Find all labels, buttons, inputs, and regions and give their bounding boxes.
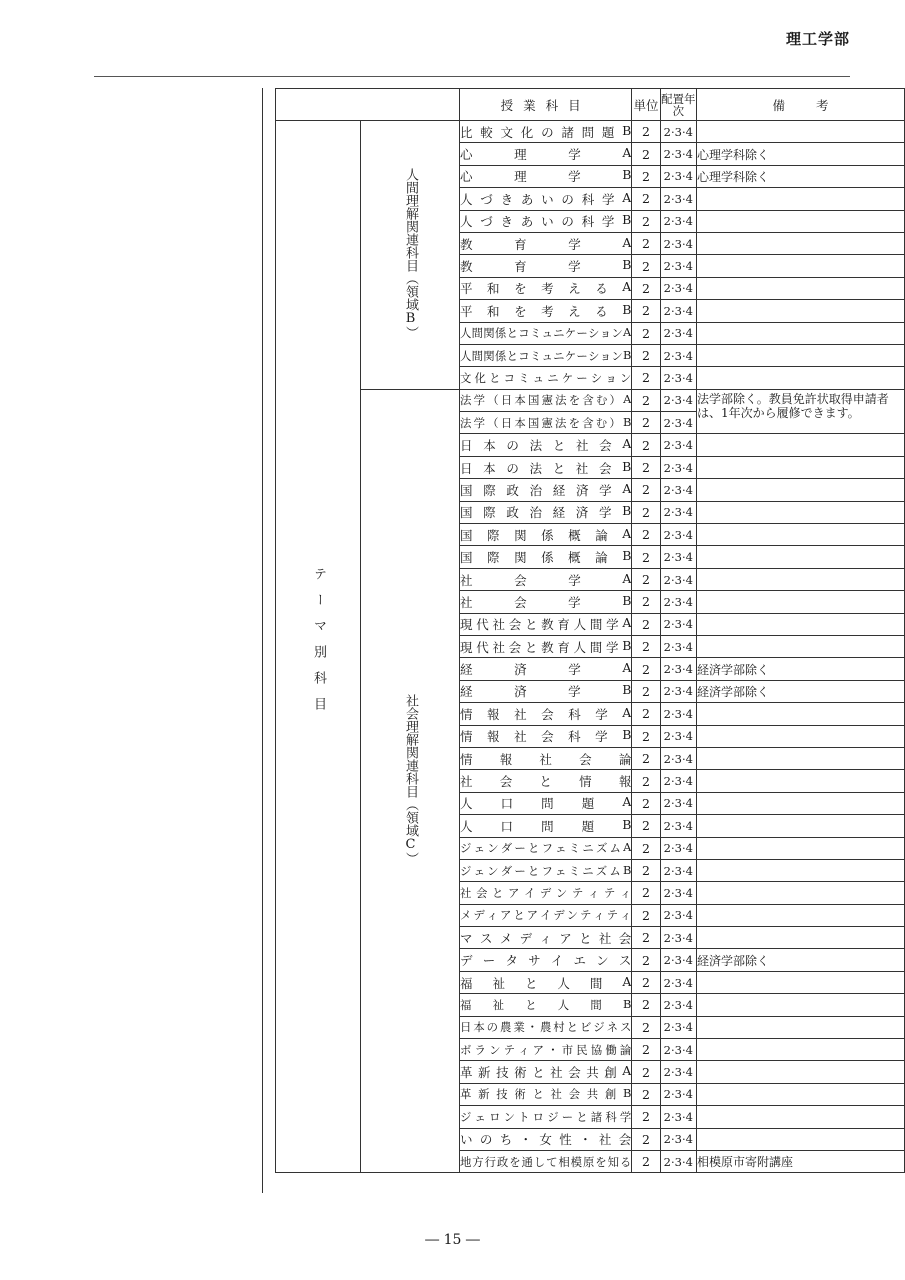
subject-cell bbox=[460, 188, 632, 210]
notes-cell bbox=[696, 232, 904, 254]
subject-name: 現 代 社 会 と 教 育 人 間 学 B bbox=[460, 637, 632, 655]
subject-name: ジ ェ ン ダ ー と フ ェ ミ ニ ズ ム A bbox=[460, 840, 632, 856]
faculty-header: 理工学部 bbox=[785, 30, 850, 48]
notes-cell bbox=[696, 904, 904, 926]
theme-category-label: テーマ別科目 bbox=[311, 567, 326, 724]
units-cell: 2 bbox=[632, 456, 660, 478]
subject-name: 情 報 社 会 科 学 A bbox=[460, 704, 632, 722]
year-cell: 2·3·4 bbox=[660, 121, 696, 143]
subject-cell bbox=[460, 859, 632, 881]
header-notes-b: 考 bbox=[815, 97, 829, 113]
year-cell: 2·3·4 bbox=[660, 479, 696, 501]
notes-cell bbox=[696, 747, 904, 769]
units-cell: 2 bbox=[632, 412, 660, 434]
subject-cell bbox=[460, 994, 632, 1016]
units-cell: 2 bbox=[632, 859, 660, 881]
subject-name: 社 会 と 情 報 bbox=[460, 774, 632, 790]
subject-cell bbox=[460, 747, 632, 769]
notes-cell bbox=[696, 456, 904, 478]
year-cell: 2·3·4 bbox=[660, 613, 696, 635]
notes-cell bbox=[696, 815, 904, 837]
notes-cell bbox=[696, 770, 904, 792]
subject-name: 社 会 と ア イ デ ン テ ィ テ ィ bbox=[460, 885, 632, 900]
units-cell: 2 bbox=[632, 277, 660, 299]
notes-cell: 法学部除く。教員免許状取得申請者は、1年次から履修できます。 bbox=[696, 389, 904, 434]
domain-c-label: 社会理解関連科目（領域C） bbox=[403, 694, 418, 866]
year-cell: 2·3·4 bbox=[660, 501, 696, 523]
subject-cell bbox=[460, 232, 632, 254]
subject-name: 比 較 文 化 の 諸 問 題 B bbox=[460, 122, 632, 140]
subject-cell bbox=[460, 568, 632, 590]
year-cell: 2·3·4 bbox=[660, 747, 696, 769]
table-row bbox=[276, 389, 905, 411]
units-cell: 2 bbox=[632, 635, 660, 657]
subject-cell bbox=[460, 635, 632, 657]
year-cell: 2·3·4 bbox=[660, 165, 696, 187]
year-cell: 2·3·4 bbox=[660, 770, 696, 792]
year-cell: 2·3·4 bbox=[660, 546, 696, 568]
domain-b-label: 人間理解関連科目（領域B） bbox=[403, 167, 418, 339]
year-cell: 2·3·4 bbox=[660, 322, 696, 344]
year-cell: 2·3·4 bbox=[660, 904, 696, 926]
subject-name: マ ス メ デ ィ ア と 社 会 bbox=[460, 930, 632, 946]
subject-name: デ ー タ サ イ エ ン ス bbox=[460, 953, 632, 969]
notes-cell bbox=[696, 837, 904, 859]
subject-cell bbox=[460, 770, 632, 792]
notes-cell bbox=[696, 524, 904, 546]
notes-cell bbox=[696, 591, 904, 613]
subject-cell bbox=[460, 210, 632, 232]
margin-line bbox=[262, 88, 263, 1193]
subject-name: 人 間 関 係 と コ ミ ュ ニ ケ ー シ ョ ン A bbox=[460, 325, 632, 341]
notes-cell bbox=[696, 1128, 904, 1150]
notes-cell: 相模原市寄附講座 bbox=[696, 1150, 904, 1172]
units-cell: 2 bbox=[632, 613, 660, 635]
subject-name: 社 会 学 A bbox=[460, 570, 632, 588]
units-cell: 2 bbox=[632, 747, 660, 769]
subject-cell bbox=[460, 165, 632, 187]
subject-name: 革 新 技 術 と 社 会 共 創 A bbox=[460, 1063, 632, 1081]
notes-cell bbox=[696, 1106, 904, 1128]
year-cell: 2·3·4 bbox=[660, 837, 696, 859]
units-cell: 2 bbox=[632, 255, 660, 277]
subject-cell bbox=[460, 322, 632, 344]
header-rule bbox=[94, 76, 850, 77]
subject-name: 経 済 学 A bbox=[460, 660, 632, 678]
units-cell: 2 bbox=[632, 703, 660, 725]
units-cell: 2 bbox=[632, 389, 660, 411]
domain-b-cell bbox=[361, 121, 460, 390]
subject-name: 国 際 関 係 概 論 A bbox=[460, 525, 632, 543]
subject-cell bbox=[460, 255, 632, 277]
year-cell: 2·3·4 bbox=[660, 389, 696, 411]
subject-name: メ デ ィ ア と ア イ デ ン テ ィ テ ィ bbox=[460, 908, 632, 923]
year-cell: 2·3·4 bbox=[660, 725, 696, 747]
notes-cell bbox=[696, 568, 904, 590]
year-cell: 2·3·4 bbox=[660, 524, 696, 546]
units-cell: 2 bbox=[632, 725, 660, 747]
units-cell: 2 bbox=[632, 367, 660, 389]
subject-name: 情 報 社 会 科 学 B bbox=[460, 727, 632, 745]
subject-cell bbox=[460, 367, 632, 389]
subject-cell bbox=[460, 927, 632, 949]
subject-name: 社 会 学 B bbox=[460, 592, 632, 610]
units-cell: 2 bbox=[632, 434, 660, 456]
units-cell: 2 bbox=[632, 971, 660, 993]
subject-cell bbox=[460, 300, 632, 322]
subject-name: 国 際 関 係 概 論 B bbox=[460, 548, 632, 566]
units-cell: 2 bbox=[632, 210, 660, 232]
header-year: 配置年次 bbox=[660, 89, 696, 121]
notes-cell bbox=[696, 434, 904, 456]
units-cell: 2 bbox=[632, 568, 660, 590]
notes-cell bbox=[696, 613, 904, 635]
subject-cell bbox=[460, 971, 632, 993]
subject-name: 日 本 の 法 と 社 会 A bbox=[460, 436, 632, 454]
year-cell: 2·3·4 bbox=[660, 994, 696, 1016]
year-cell: 2·3·4 bbox=[660, 143, 696, 165]
subject-cell bbox=[460, 815, 632, 837]
year-cell: 2·3·4 bbox=[660, 232, 696, 254]
course-table bbox=[275, 88, 905, 1173]
subject-name: 法 学 （ 日 本 国 憲 法 を 含 む ） B bbox=[460, 414, 632, 430]
year-cell: 2·3·4 bbox=[660, 1128, 696, 1150]
subject-cell bbox=[460, 658, 632, 680]
year-cell: 2·3·4 bbox=[660, 188, 696, 210]
units-cell: 2 bbox=[632, 815, 660, 837]
year-cell: 2·3·4 bbox=[660, 1016, 696, 1038]
subject-cell bbox=[460, 143, 632, 165]
subject-name: 福 祉 と 人 間 B bbox=[460, 996, 632, 1012]
subject-cell bbox=[460, 837, 632, 859]
units-cell: 2 bbox=[632, 165, 660, 187]
subject-cell bbox=[460, 680, 632, 702]
subject-cell bbox=[460, 1039, 632, 1061]
year-cell: 2·3·4 bbox=[660, 859, 696, 881]
units-cell: 2 bbox=[632, 188, 660, 210]
notes-cell bbox=[696, 1061, 904, 1083]
domain-c-cell bbox=[361, 389, 460, 1173]
subject-name: 心 理 学 B bbox=[460, 167, 632, 185]
subject-name: 法 学 （ 日 本 国 憲 法 を 含 む ） A bbox=[460, 392, 632, 408]
header-subject: 授業科目 bbox=[460, 89, 632, 121]
subject-name: 心 理 学 A bbox=[460, 145, 632, 163]
notes-cell: 経済学部除く bbox=[696, 658, 904, 680]
subject-cell bbox=[460, 501, 632, 523]
year-cell: 2·3·4 bbox=[660, 792, 696, 814]
subject-cell bbox=[460, 1083, 632, 1105]
subject-name: 平 和 を 考 え る B bbox=[460, 301, 632, 319]
year-cell: 2·3·4 bbox=[660, 300, 696, 322]
subject-name: 現 代 社 会 と 教 育 人 間 学 A bbox=[460, 615, 632, 633]
subject-name: 日 本 の 法 と 社 会 B bbox=[460, 458, 632, 476]
table-header-row bbox=[276, 89, 905, 121]
subject-name: 文 化 と コ ミ ュ ニ ケ ー シ ョ ン bbox=[460, 370, 632, 385]
notes-cell bbox=[696, 1039, 904, 1061]
units-cell: 2 bbox=[632, 1016, 660, 1038]
units-cell: 2 bbox=[632, 1061, 660, 1083]
year-cell: 2·3·4 bbox=[660, 1150, 696, 1172]
subject-name: 革 新 技 術 と 社 会 共 創 B bbox=[460, 1086, 632, 1102]
notes-cell bbox=[696, 971, 904, 993]
notes-cell bbox=[696, 188, 904, 210]
table-row bbox=[276, 121, 905, 143]
units-cell: 2 bbox=[632, 121, 660, 143]
units-cell: 2 bbox=[632, 949, 660, 971]
units-cell: 2 bbox=[632, 1128, 660, 1150]
year-cell: 2·3·4 bbox=[660, 277, 696, 299]
year-cell: 2·3·4 bbox=[660, 434, 696, 456]
subject-cell bbox=[460, 591, 632, 613]
year-cell: 2·3·4 bbox=[660, 927, 696, 949]
subject-name: い の ち ・ 女 性 ・ 社 会 bbox=[460, 1132, 632, 1148]
units-cell: 2 bbox=[632, 479, 660, 501]
subject-cell bbox=[460, 613, 632, 635]
year-cell: 2·3·4 bbox=[660, 680, 696, 702]
subject-cell bbox=[460, 1128, 632, 1150]
page-number: ― 15 ― bbox=[425, 1232, 480, 1248]
units-cell: 2 bbox=[632, 232, 660, 254]
units-cell: 2 bbox=[632, 658, 660, 680]
units-cell: 2 bbox=[632, 904, 660, 926]
units-cell: 2 bbox=[632, 1150, 660, 1172]
subject-cell bbox=[460, 479, 632, 501]
subject-name: 地 方 行 政 を 通 し て 相 模 原 を 知 る bbox=[460, 1154, 632, 1169]
year-cell: 2·3·4 bbox=[660, 344, 696, 366]
year-cell: 2·3·4 bbox=[660, 1106, 696, 1128]
year-cell: 2·3·4 bbox=[660, 949, 696, 971]
units-cell: 2 bbox=[632, 546, 660, 568]
subject-cell bbox=[460, 456, 632, 478]
units-cell: 2 bbox=[632, 344, 660, 366]
year-cell: 2·3·4 bbox=[660, 635, 696, 657]
year-cell: 2·3·4 bbox=[660, 882, 696, 904]
subject-name: 福 祉 と 人 間 A bbox=[460, 973, 632, 991]
units-cell: 2 bbox=[632, 143, 660, 165]
year-cell: 2·3·4 bbox=[660, 971, 696, 993]
subject-cell bbox=[460, 524, 632, 546]
units-cell: 2 bbox=[632, 591, 660, 613]
notes-cell bbox=[696, 210, 904, 232]
notes-cell bbox=[696, 344, 904, 366]
units-cell: 2 bbox=[632, 1106, 660, 1128]
subject-cell bbox=[460, 546, 632, 568]
notes-cell bbox=[696, 792, 904, 814]
subject-name: ジ ェ ロ ン ト ロ ジ ー と 諸 科 学 bbox=[460, 1109, 632, 1124]
units-cell: 2 bbox=[632, 1083, 660, 1105]
year-cell: 2·3·4 bbox=[660, 703, 696, 725]
notes-cell: 経済学部除く bbox=[696, 949, 904, 971]
subject-cell bbox=[460, 389, 632, 411]
subject-name: 経 済 学 B bbox=[460, 682, 632, 700]
year-cell: 2·3·4 bbox=[660, 456, 696, 478]
year-cell: 2·3·4 bbox=[660, 658, 696, 680]
units-cell: 2 bbox=[632, 680, 660, 702]
subject-name: 国 際 政 治 経 済 学 B bbox=[460, 503, 632, 521]
subject-name: 日 本 の 農 業 ・ 農 村 と ビ ジ ネ ス bbox=[460, 1020, 632, 1035]
header-notes bbox=[696, 89, 904, 121]
notes-cell bbox=[696, 322, 904, 344]
theme-category-cell bbox=[276, 121, 361, 1173]
subject-name: 教 育 学 B bbox=[460, 257, 632, 275]
subject-name: 人 間 関 係 と コ ミ ュ ニ ケ ー シ ョ ン B bbox=[460, 347, 632, 363]
subject-cell bbox=[460, 344, 632, 366]
notes-cell bbox=[696, 882, 904, 904]
year-cell: 2·3·4 bbox=[660, 568, 696, 590]
subject-name: 人 づ き あ い の 科 学 B bbox=[460, 212, 632, 230]
subject-cell bbox=[460, 1150, 632, 1172]
year-cell: 2·3·4 bbox=[660, 255, 696, 277]
notes-cell bbox=[696, 300, 904, 322]
subject-cell bbox=[460, 1106, 632, 1128]
subject-cell bbox=[460, 412, 632, 434]
units-cell: 2 bbox=[632, 524, 660, 546]
header-corner bbox=[276, 89, 460, 121]
notes-cell bbox=[696, 277, 904, 299]
subject-cell bbox=[460, 882, 632, 904]
subject-name: 国 際 政 治 経 済 学 A bbox=[460, 480, 632, 498]
year-cell: 2·3·4 bbox=[660, 591, 696, 613]
units-cell: 2 bbox=[632, 837, 660, 859]
units-cell: 2 bbox=[632, 927, 660, 949]
year-cell: 2·3·4 bbox=[660, 1039, 696, 1061]
subject-cell bbox=[460, 277, 632, 299]
notes-cell bbox=[696, 367, 904, 389]
year-cell: 2·3·4 bbox=[660, 815, 696, 837]
notes-cell: 経済学部除く bbox=[696, 680, 904, 702]
header-notes-a: 備 bbox=[772, 97, 785, 113]
subject-name: 人 づ き あ い の 科 学 A bbox=[460, 189, 632, 207]
notes-cell: 心理学科除く bbox=[696, 143, 904, 165]
subject-cell bbox=[460, 1061, 632, 1083]
notes-cell bbox=[696, 1083, 904, 1105]
notes-cell bbox=[696, 725, 904, 747]
subject-cell bbox=[460, 434, 632, 456]
subject-name: 情 報 社 会 論 bbox=[460, 751, 632, 767]
notes-cell bbox=[696, 501, 904, 523]
notes-cell bbox=[696, 479, 904, 501]
notes-cell bbox=[696, 1016, 904, 1038]
subject-cell bbox=[460, 1016, 632, 1038]
notes-cell bbox=[696, 859, 904, 881]
subject-cell bbox=[460, 703, 632, 725]
notes-cell bbox=[696, 927, 904, 949]
subject-name: 教 育 学 A bbox=[460, 234, 632, 252]
notes-cell bbox=[696, 703, 904, 725]
notes-cell bbox=[696, 121, 904, 143]
units-cell: 2 bbox=[632, 1039, 660, 1061]
subject-cell bbox=[460, 904, 632, 926]
units-cell: 2 bbox=[632, 501, 660, 523]
notes-cell bbox=[696, 635, 904, 657]
subject-name: 平 和 を 考 え る A bbox=[460, 279, 632, 297]
year-cell: 2·3·4 bbox=[660, 1083, 696, 1105]
subject-name: ジ ェ ン ダ ー と フ ェ ミ ニ ズ ム B bbox=[460, 862, 632, 878]
year-cell: 2·3·4 bbox=[660, 412, 696, 434]
subject-cell bbox=[460, 121, 632, 143]
year-cell: 2·3·4 bbox=[660, 1061, 696, 1083]
subject-cell bbox=[460, 725, 632, 747]
notes-cell bbox=[696, 255, 904, 277]
notes-cell: 心理学科除く bbox=[696, 165, 904, 187]
units-cell: 2 bbox=[632, 770, 660, 792]
subject-cell bbox=[460, 949, 632, 971]
units-cell: 2 bbox=[632, 994, 660, 1016]
subject-cell bbox=[460, 792, 632, 814]
units-cell: 2 bbox=[632, 300, 660, 322]
subject-name: ボ ラ ン テ ィ ア ・ 市 民 協 働 論 bbox=[460, 1042, 632, 1057]
units-cell: 2 bbox=[632, 322, 660, 344]
units-cell: 2 bbox=[632, 882, 660, 904]
year-cell: 2·3·4 bbox=[660, 210, 696, 232]
units-cell: 2 bbox=[632, 792, 660, 814]
subject-name: 人 口 問 題 B bbox=[460, 816, 632, 834]
notes-cell bbox=[696, 546, 904, 568]
subject-name: 人 口 問 題 A bbox=[460, 794, 632, 812]
header-units: 単位 bbox=[632, 89, 660, 121]
year-cell: 2·3·4 bbox=[660, 367, 696, 389]
notes-cell bbox=[696, 994, 904, 1016]
